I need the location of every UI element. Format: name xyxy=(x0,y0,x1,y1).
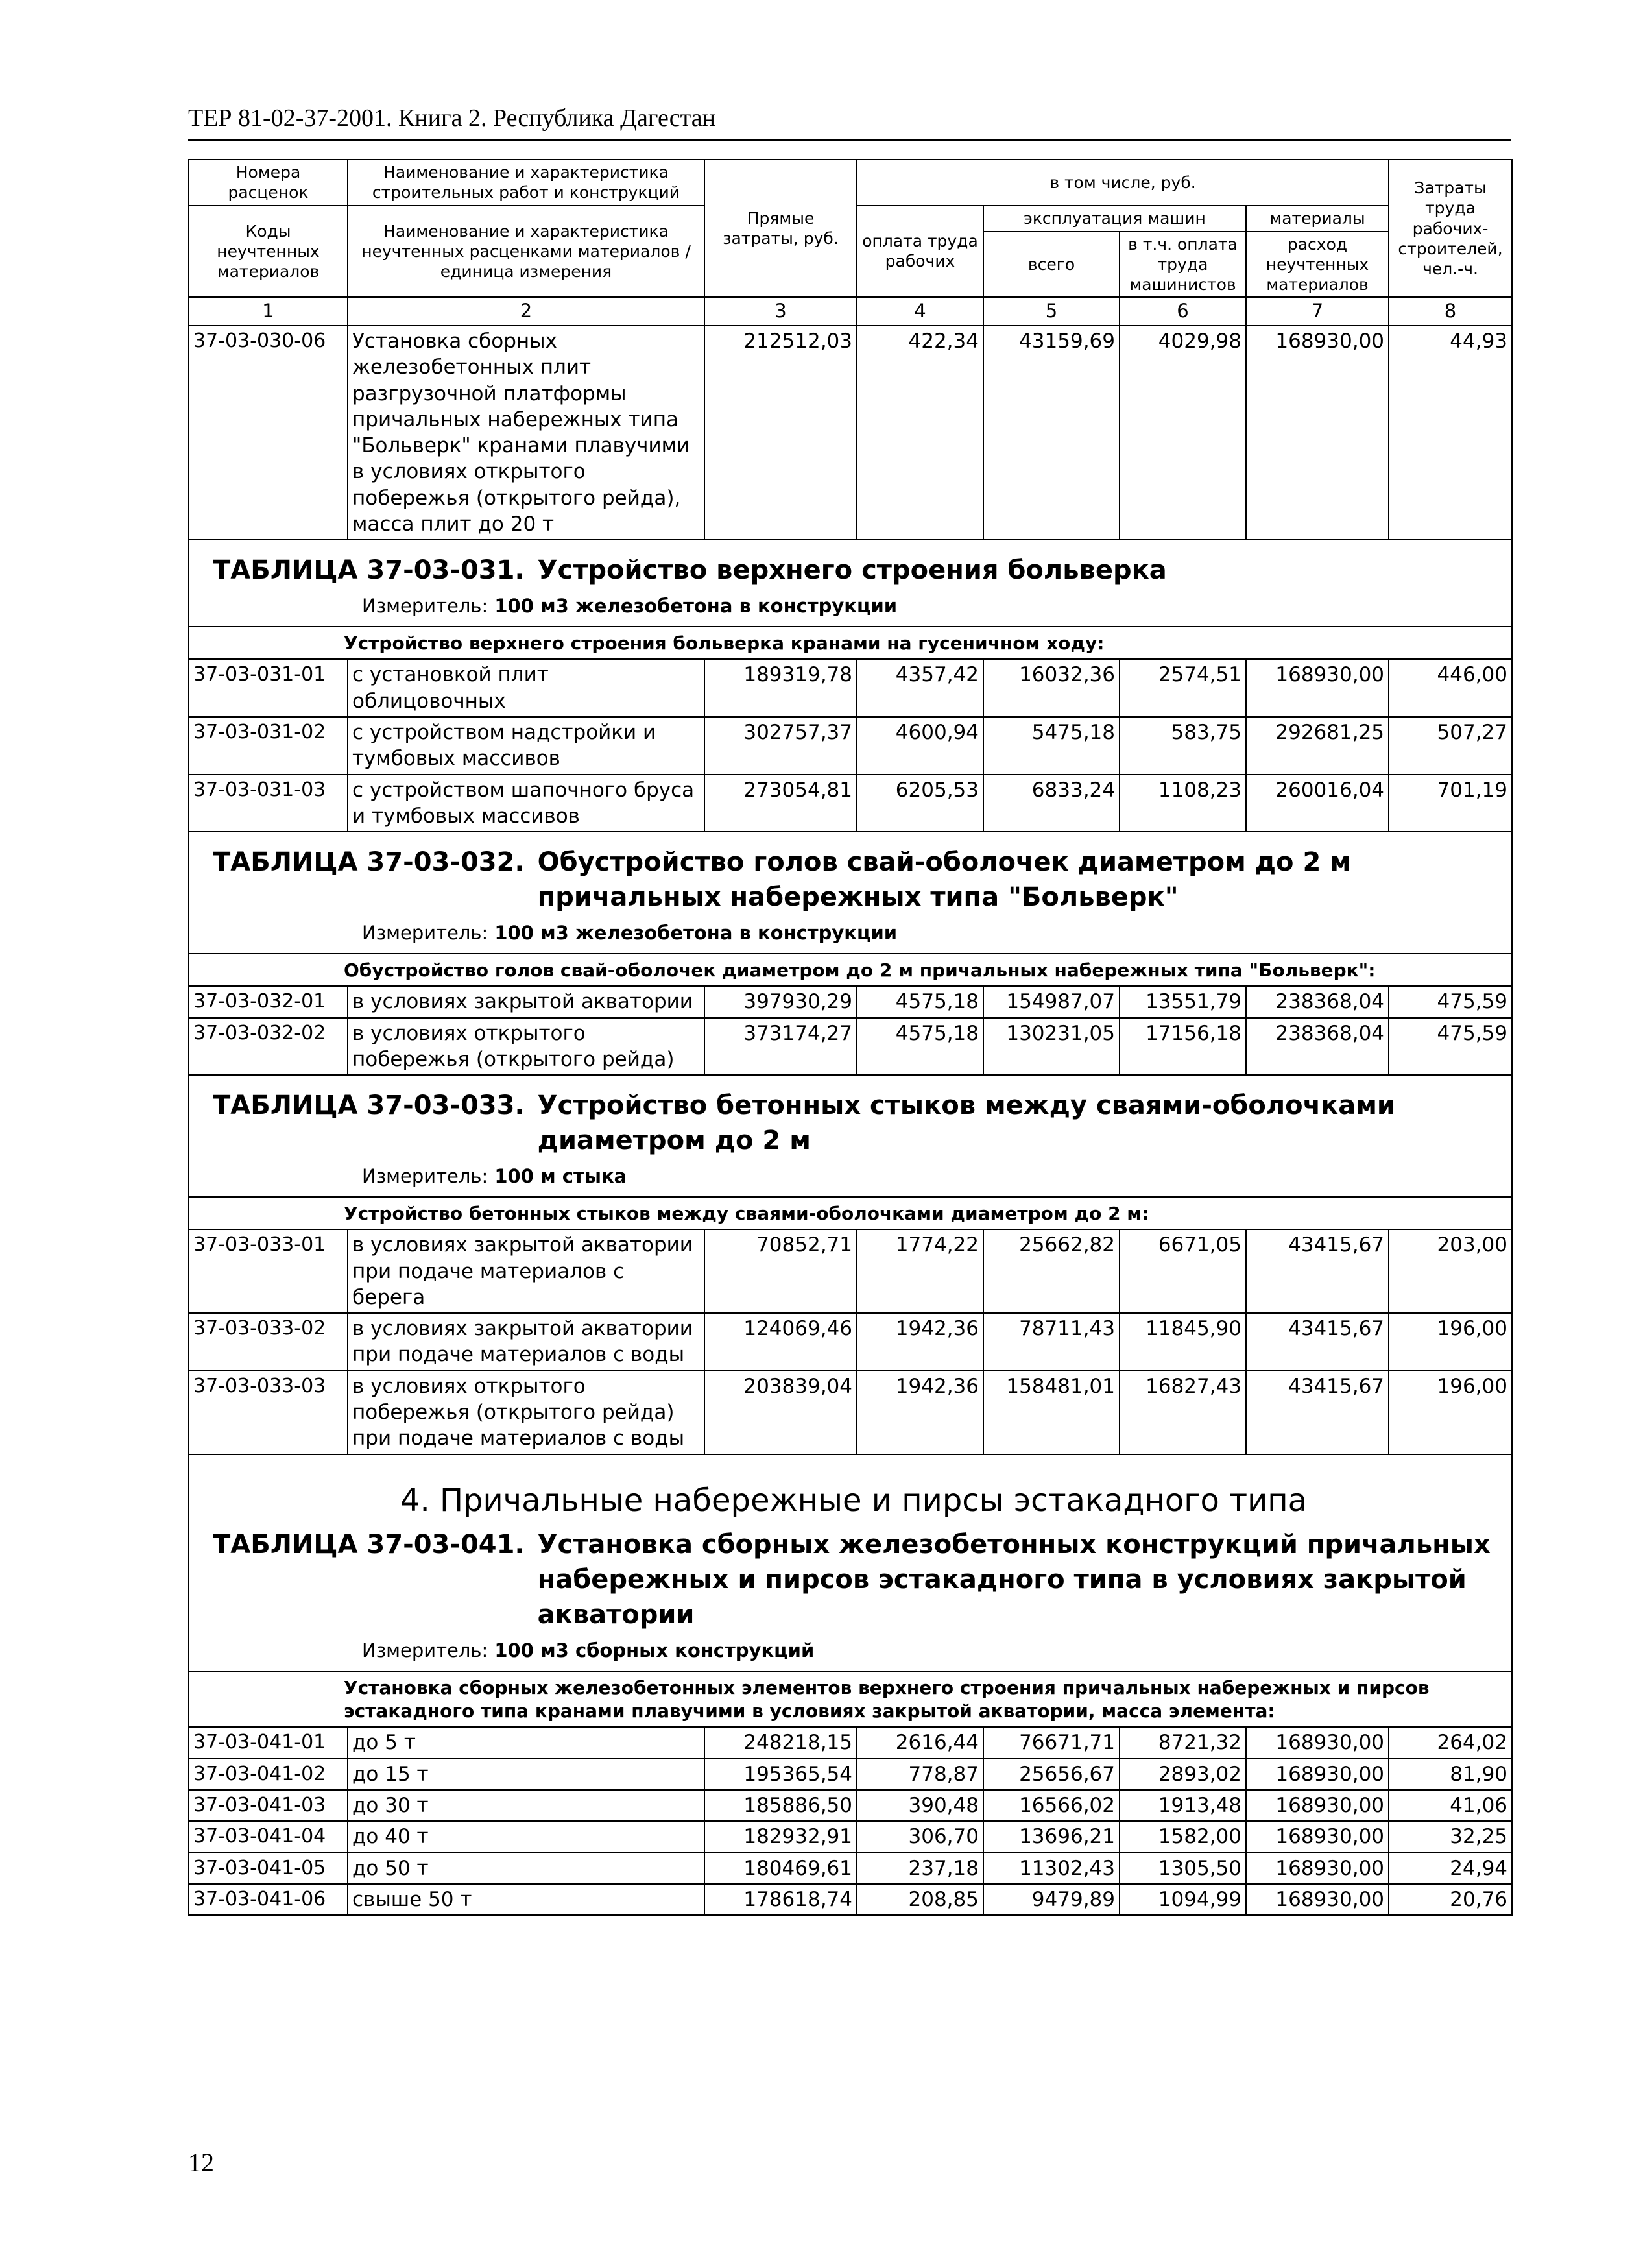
row-code: 37-03-031-02 xyxy=(189,717,348,775)
section-box xyxy=(193,1457,1507,1669)
row-worker-pay: 390,48 xyxy=(857,1790,983,1821)
row-direct-costs: 397930,29 xyxy=(704,986,857,1017)
subheading-row xyxy=(189,954,1512,986)
row-machines-total: 158481,01 xyxy=(983,1371,1120,1454)
col-material-usage: расход неучтенных материалов xyxy=(1246,232,1389,298)
row-machinist-pay: 11845,90 xyxy=(1120,1313,1246,1371)
table-section-header xyxy=(189,540,1512,627)
row-code: 37-03-041-04 xyxy=(189,1821,348,1852)
row-machines-total: 154987,07 xyxy=(983,986,1120,1017)
col-in-total: в том числе, руб. xyxy=(857,160,1389,206)
row-materials: 43415,67 xyxy=(1246,1313,1389,1371)
row-direct-costs: 180469,61 xyxy=(704,1853,857,1884)
row-worker-pay: 1774,22 xyxy=(857,1229,983,1313)
row-direct-costs: 182932,91 xyxy=(704,1821,857,1852)
row-machinist-pay: 8721,32 xyxy=(1120,1727,1246,1758)
subheading-row xyxy=(189,627,1512,659)
section-box xyxy=(193,542,1507,624)
table-number: ТАБЛИЦА 37-03-041. xyxy=(213,1529,525,1560)
page-number: 12 xyxy=(188,2148,214,2177)
row-desc: в условиях закрытой акватории при подаче материалов с берега xyxy=(348,1229,704,1313)
column-number: 3 xyxy=(704,297,857,326)
row-worker-pay: 778,87 xyxy=(857,1759,983,1790)
row-direct-costs: 178618,74 xyxy=(704,1884,857,1915)
unit-label: Измеритель: xyxy=(362,1165,488,1188)
row-machinist-pay: 1913,48 xyxy=(1120,1790,1246,1821)
row-labor: 203,00 xyxy=(1389,1229,1512,1313)
col-machinist-pay: в т.ч. оплата труда машинистов xyxy=(1120,232,1246,298)
row-machinist-pay: 16827,43 xyxy=(1120,1371,1246,1454)
row-desc: до 15 т xyxy=(348,1759,704,1790)
col-worker-pay: оплата труда рабочих xyxy=(857,206,983,298)
chapter-title: 4. Причальные набережные и пирсы эстакадного типа xyxy=(400,1482,1308,1519)
row-code: 37-03-041-02 xyxy=(189,1759,348,1790)
table-row xyxy=(189,326,1512,540)
unit-label: Измеритель: xyxy=(362,1639,488,1661)
row-desc: до 40 т xyxy=(348,1821,704,1852)
row-code: 37-03-041-01 xyxy=(189,1727,348,1758)
table-caption: Устройство верхнего строения больверка xyxy=(537,555,1167,586)
column-number: 6 xyxy=(1120,297,1246,326)
row-materials: 260016,04 xyxy=(1246,775,1389,832)
col-direct-costs: Прямые затраты, руб. xyxy=(704,160,857,297)
table-number: ТАБЛИЦА 37-03-032. xyxy=(213,847,525,878)
row-labor: 475,59 xyxy=(1389,986,1512,1017)
section-box xyxy=(193,834,1507,951)
section-cell xyxy=(189,1454,1512,1671)
row-desc: в условиях открытого побережья (открытого рейда) при подаче материалов с воды xyxy=(348,1371,704,1454)
row-code: 37-03-032-01 xyxy=(189,986,348,1017)
row-labor: 44,93 xyxy=(1389,326,1512,540)
unit-line xyxy=(362,1164,1494,1189)
table-caption: Установка сборных железобетонных конструкций причальных набережных и пирсов эстакадного типа в условиях закрытой акватории xyxy=(537,1529,1491,1630)
row-worker-pay: 237,18 xyxy=(857,1853,983,1884)
row-machinist-pay: 1582,00 xyxy=(1120,1821,1246,1852)
row-labor: 196,00 xyxy=(1389,1313,1512,1371)
unit-line xyxy=(362,921,1494,946)
row-machinist-pay: 4029,98 xyxy=(1120,326,1246,540)
row-desc: в условиях открытого побережья (открытого рейда) xyxy=(348,1018,704,1076)
row-desc: с устройством надстройки и тумбовых массивов xyxy=(348,717,704,775)
col-desc-header: Наименование и характеристика строительных работ и конструкций xyxy=(348,160,704,206)
row-worker-pay: 2616,44 xyxy=(857,1727,983,1758)
row-materials: 168930,00 xyxy=(1246,326,1389,540)
table-caption: Обустройство голов свай-оболочек диаметром до 2 м причальных набережных типа "Больверк" xyxy=(537,847,1351,913)
row-machinist-pay: 2574,51 xyxy=(1120,659,1246,717)
row-code: 37-03-041-03 xyxy=(189,1790,348,1821)
unit-label: Измеритель: xyxy=(362,595,488,618)
subheading: Установка сборных железобетонных элементов верхнего строения причальных набережных и пирсов эстакадного типа кранами плавучими в условиях закрытой акватории, масса элемента: xyxy=(344,1676,1430,1722)
section-cell xyxy=(189,1075,1512,1197)
table-row xyxy=(189,775,1512,832)
row-desc: до 30 т xyxy=(348,1790,704,1821)
row-materials: 43415,67 xyxy=(1246,1229,1389,1313)
column-number: 4 xyxy=(857,297,983,326)
section-cell xyxy=(189,832,1512,954)
table-row xyxy=(189,1853,1512,1884)
column-number: 8 xyxy=(1389,297,1512,326)
column-number: 1 xyxy=(189,297,348,326)
unit-value: 100 м3 железобетона в конструкции xyxy=(494,595,898,618)
row-materials: 292681,25 xyxy=(1246,717,1389,775)
row-direct-costs: 124069,46 xyxy=(704,1313,857,1371)
row-labor: 446,00 xyxy=(1389,659,1512,717)
row-desc: до 5 т xyxy=(348,1727,704,1758)
row-machinist-pay: 2893,02 xyxy=(1120,1759,1246,1790)
row-materials: 238368,04 xyxy=(1246,986,1389,1017)
row-machines-total: 9479,89 xyxy=(983,1884,1120,1915)
row-materials: 168930,00 xyxy=(1246,1759,1389,1790)
table-number: ТАБЛИЦА 37-03-033. xyxy=(213,1091,525,1121)
row-labor: 24,94 xyxy=(1389,1853,1512,1884)
row-desc: свыше 50 т xyxy=(348,1884,704,1915)
header-rule xyxy=(188,139,1511,141)
row-materials: 168930,00 xyxy=(1246,1884,1389,1915)
row-labor: 20,76 xyxy=(1389,1884,1512,1915)
row-machinist-pay: 13551,79 xyxy=(1120,986,1246,1017)
row-desc: в условиях закрытой акватории xyxy=(348,986,704,1017)
row-direct-costs: 185886,50 xyxy=(704,1790,857,1821)
row-materials: 238368,04 xyxy=(1246,1018,1389,1076)
unit-value: 100 м стыка xyxy=(494,1165,627,1188)
row-desc: в условиях закрытой акватории при подаче материалов с воды xyxy=(348,1313,704,1371)
column-number: 7 xyxy=(1246,297,1389,326)
table-row xyxy=(189,1018,1512,1076)
row-machines-total: 5475,18 xyxy=(983,717,1120,775)
row-machinist-pay: 1094,99 xyxy=(1120,1884,1246,1915)
table-title xyxy=(213,553,1494,588)
row-materials: 168930,00 xyxy=(1246,659,1389,717)
row-desc: с установкой плит облицовочных xyxy=(348,659,704,717)
subheading: Устройство верхнего строения больверка кранами на гусеничном ходу: xyxy=(344,633,1105,654)
table-row xyxy=(189,1313,1512,1371)
col-material-desc: Наименование и характеристика неучтенных расценками материалов / единица измерения xyxy=(348,206,704,298)
price-table xyxy=(188,159,1511,1916)
row-code: 37-03-032-02 xyxy=(189,1018,348,1076)
row-code: 37-03-033-03 xyxy=(189,1371,348,1454)
table-caption: Устройство бетонных стыков между сваями-оболочками диаметром до 2 м xyxy=(537,1091,1395,1156)
row-machines-total: 6833,24 xyxy=(983,775,1120,832)
table-row xyxy=(189,1884,1512,1915)
section-cell xyxy=(189,540,1512,627)
row-materials: 168930,00 xyxy=(1246,1853,1389,1884)
row-worker-pay: 208,85 xyxy=(857,1884,983,1915)
row-worker-pay: 6205,53 xyxy=(857,775,983,832)
col-machines-total: всего xyxy=(983,232,1120,298)
table-title xyxy=(213,1088,1494,1158)
table-row xyxy=(189,717,1512,775)
row-direct-costs: 203839,04 xyxy=(704,1371,857,1454)
row-machinist-pay: 583,75 xyxy=(1120,717,1246,775)
row-worker-pay: 1942,36 xyxy=(857,1371,983,1454)
row-direct-costs: 248218,15 xyxy=(704,1727,857,1758)
table-row xyxy=(189,986,1512,1017)
unit-value: 100 м3 железобетона в конструкции xyxy=(494,922,898,945)
page-header: ТЕР 81-02-37-2001. Книга 2. Республика Дагестан xyxy=(188,104,715,132)
subheading: Обустройство голов свай-оболочек диаметром до 2 м причальных набережных типа "Больверк": xyxy=(344,959,1376,981)
row-code: 37-03-041-05 xyxy=(189,1853,348,1884)
subheading-row xyxy=(189,1197,1512,1229)
subheading-row xyxy=(189,1671,1512,1728)
table-row xyxy=(189,1759,1512,1790)
row-desc: Установка сборных железобетонных плит разгрузочной платформы причальных набережных типа "Больверк" кранами плавучими в условиях открытого побережья (открытого рейда), масса плит до 20 т xyxy=(348,326,704,540)
col-machines: эксплуатация машин xyxy=(983,206,1246,232)
unit-value: 100 м3 сборных конструкций xyxy=(494,1639,815,1661)
row-worker-pay: 4575,18 xyxy=(857,1018,983,1076)
column-number: 5 xyxy=(983,297,1120,326)
row-machines-total: 43159,69 xyxy=(983,326,1120,540)
row-machinist-pay: 1108,23 xyxy=(1120,775,1246,832)
row-worker-pay: 4600,94 xyxy=(857,717,983,775)
row-machines-total: 25656,67 xyxy=(983,1759,1120,1790)
row-labor: 701,19 xyxy=(1389,775,1512,832)
table-row xyxy=(189,1727,1512,1758)
row-code: 37-03-041-06 xyxy=(189,1884,348,1915)
row-materials: 43415,67 xyxy=(1246,1371,1389,1454)
row-direct-costs: 212512,03 xyxy=(704,326,857,540)
row-direct-costs: 189319,78 xyxy=(704,659,857,717)
row-machines-total: 13696,21 xyxy=(983,1821,1120,1852)
row-code: 37-03-033-01 xyxy=(189,1229,348,1313)
column-number: 2 xyxy=(348,297,704,326)
table-row xyxy=(189,1371,1512,1454)
table-row xyxy=(189,1229,1512,1313)
row-machines-total: 25662,82 xyxy=(983,1229,1120,1313)
row-machines-total: 16032,36 xyxy=(983,659,1120,717)
unit-line xyxy=(362,1639,1494,1663)
table-section-header xyxy=(189,1454,1512,1671)
subheading-cell xyxy=(189,1671,1512,1728)
row-machines-total: 76671,71 xyxy=(983,1727,1120,1758)
row-worker-pay: 422,34 xyxy=(857,326,983,540)
row-labor: 41,06 xyxy=(1389,1790,1512,1821)
row-code: 37-03-031-03 xyxy=(189,775,348,832)
column-numbers-row xyxy=(189,297,1512,326)
row-machines-total: 16566,02 xyxy=(983,1790,1120,1821)
row-machinist-pay: 1305,50 xyxy=(1120,1853,1246,1884)
row-machinist-pay: 17156,18 xyxy=(1120,1018,1246,1076)
table-row xyxy=(189,659,1512,717)
row-labor: 32,25 xyxy=(1389,1821,1512,1852)
row-code: 37-03-030-06 xyxy=(189,326,348,540)
row-direct-costs: 273054,81 xyxy=(704,775,857,832)
row-worker-pay: 1942,36 xyxy=(857,1313,983,1371)
subheading-cell xyxy=(189,1197,1512,1229)
table-title xyxy=(213,845,1494,915)
section-box xyxy=(193,1078,1507,1194)
row-worker-pay: 4357,42 xyxy=(857,659,983,717)
col-materials: материалы xyxy=(1246,206,1389,232)
row-materials: 168930,00 xyxy=(1246,1821,1389,1852)
row-direct-costs: 70852,71 xyxy=(704,1229,857,1313)
row-materials: 168930,00 xyxy=(1246,1727,1389,1758)
table-section-header xyxy=(189,832,1512,954)
row-labor: 507,27 xyxy=(1389,717,1512,775)
row-machines-total: 78711,43 xyxy=(983,1313,1120,1371)
table-row xyxy=(189,1821,1512,1852)
col-codes-header: Номера расценок xyxy=(189,160,348,206)
row-direct-costs: 373174,27 xyxy=(704,1018,857,1076)
unit-label: Измеритель: xyxy=(362,922,488,945)
row-materials: 168930,00 xyxy=(1246,1790,1389,1821)
table-number: ТАБЛИЦА 37-03-031. xyxy=(213,555,525,586)
table-row xyxy=(189,1790,1512,1821)
row-labor: 81,90 xyxy=(1389,1759,1512,1790)
col-labor-costs: Затраты труда рабочих-строителей, чел.-ч. xyxy=(1389,160,1512,297)
subheading-cell xyxy=(189,954,1512,986)
col-material-codes: Коды неучтенных материалов xyxy=(189,206,348,298)
row-worker-pay: 4575,18 xyxy=(857,986,983,1017)
row-labor: 475,59 xyxy=(1389,1018,1512,1076)
row-direct-costs: 195365,54 xyxy=(704,1759,857,1790)
row-code: 37-03-031-01 xyxy=(189,659,348,717)
row-labor: 196,00 xyxy=(1389,1371,1512,1454)
row-desc: с устройством шапочного бруса и тумбовых массивов xyxy=(348,775,704,832)
row-labor: 264,02 xyxy=(1389,1727,1512,1758)
unit-line xyxy=(362,594,1494,619)
table-title xyxy=(213,1527,1494,1632)
row-machinist-pay: 6671,05 xyxy=(1120,1229,1246,1313)
row-machines-total: 130231,05 xyxy=(983,1018,1120,1076)
row-machines-total: 11302,43 xyxy=(983,1853,1120,1884)
table-section-header xyxy=(189,1075,1512,1197)
row-direct-costs: 302757,37 xyxy=(704,717,857,775)
subheading: Устройство бетонных стыков между сваями-оболочками диаметром до 2 м: xyxy=(344,1202,1149,1224)
subheading-cell xyxy=(189,627,1512,659)
row-worker-pay: 306,70 xyxy=(857,1821,983,1852)
row-code: 37-03-033-02 xyxy=(189,1313,348,1371)
row-desc: до 50 т xyxy=(348,1853,704,1884)
